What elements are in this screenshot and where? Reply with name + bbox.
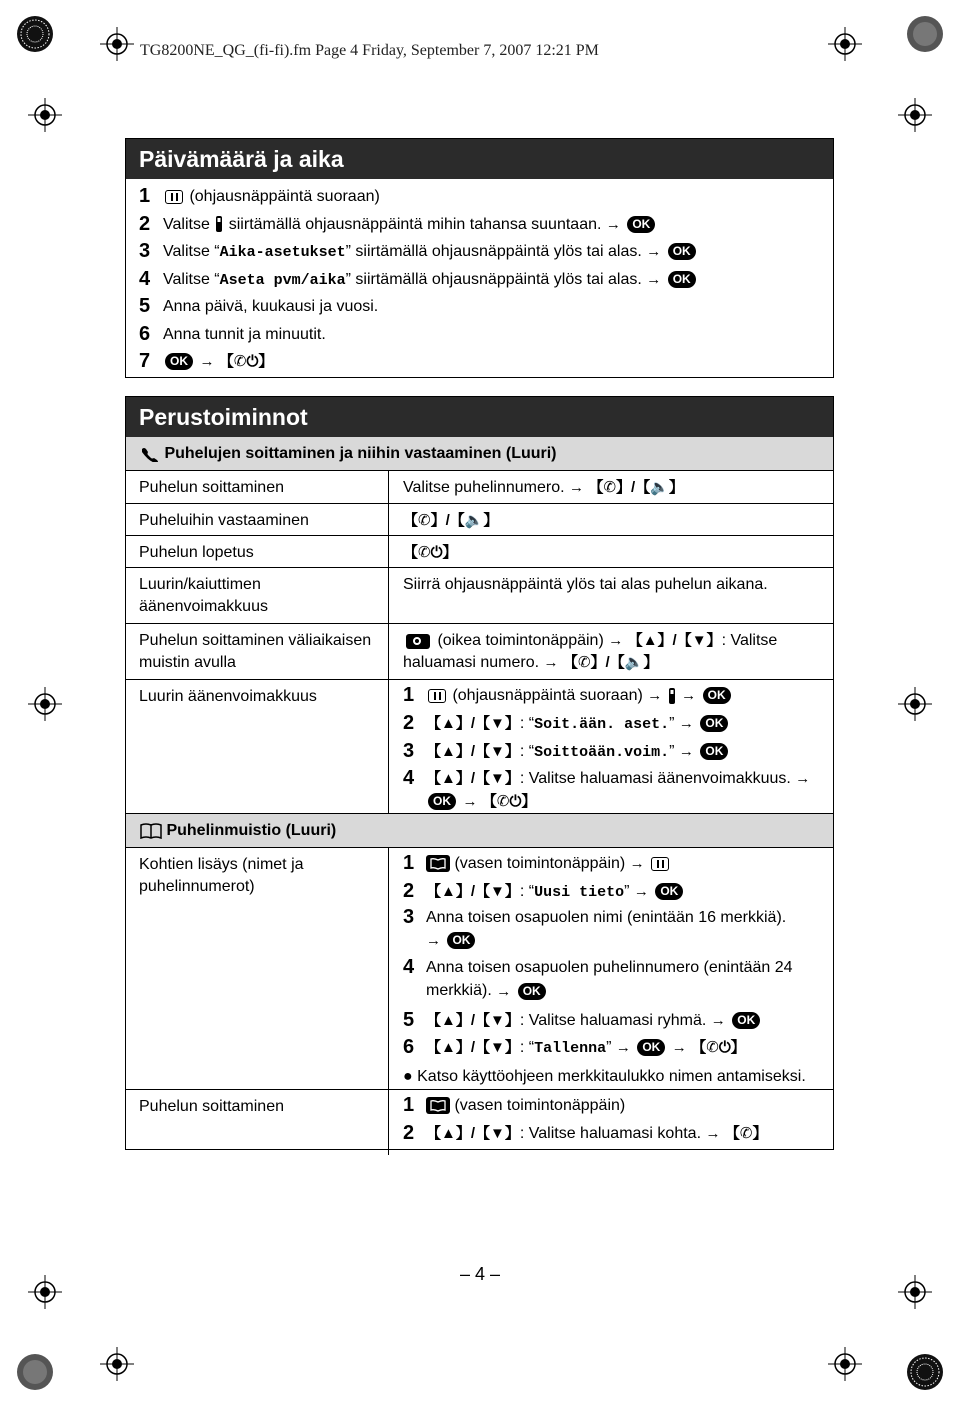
step-text: Anna tunnit ja minuutit. [163,325,326,343]
up-down-key-icon: 【▲】/【▼】 [426,882,520,900]
step-3 [126,238,833,266]
date-time-section [125,138,834,378]
step-number: 2 [139,212,151,235]
up-down-key-icon: 【▲】/【▼】 [426,1039,520,1057]
table-row [126,536,833,568]
sunburst-mark-icon [16,15,54,53]
substep: 2 【▲】/【▼】: “Soit.ään. aset.” → OK [403,710,823,739]
table-row [126,848,833,1090]
row-instruction: Siirrä ohjausnäppäintä ylös tai alas puhelun aikana. [403,576,768,593]
table-row [126,568,833,624]
page-number: – 4 – [459,1264,501,1284]
row-instruction [403,682,823,817]
file-header: TG8200NE_QG_(fi-fi).fm Page 4 Friday, September 7, 2007 12:21 PM [140,42,599,59]
row-label: Kohtien lisäys (nimet ja puhelinnumerot) [139,856,304,895]
keypad-icon [165,190,183,204]
arrow-icon: → [605,215,621,233]
registration-mark-icon [28,687,62,721]
substep: 3 Anna toisen osapuolen nimi (enintään 16 merkkiä). → OK [403,906,823,952]
step-5 [126,293,833,321]
step-pre: Valitse [163,215,210,233]
step-1 [126,183,833,211]
off-key-icon: 【✆⏻】 [691,1039,746,1057]
table-row [126,471,833,504]
arrow-icon: → [705,1124,721,1142]
menu-item-code: Aseta pvm/aika [219,271,346,289]
ok-button-icon: OK [668,271,696,288]
substep: 1 (vasen toimintonäppäin) [403,1094,626,1116]
ok-button-icon: OK [732,1012,760,1029]
substep: 3 【▲】/【▼】: “Soittoään.voim.” → OK [403,738,823,767]
ok-button-icon: OK [655,883,683,900]
book-icon [140,823,162,839]
table-row [126,624,833,680]
talk-speaker-key-icon: 【✆】/【🔈】 [403,512,499,529]
phone-icon [140,446,160,462]
row-instruction [403,542,823,564]
ok-button-icon: OK [447,932,475,949]
arrow-icon: → [647,687,663,705]
sunburst-mark-icon [906,1353,944,1391]
keypad-icon [651,857,669,871]
arrow-icon: → [710,1011,726,1029]
registration-mark-icon [28,98,62,132]
step-6 [126,321,833,349]
arrow-icon: → [633,882,649,900]
step-number: 6 [139,322,151,345]
arrow-icon: → [199,353,215,371]
talk-speaker-key-icon: 【✆】/【🔈】 [562,654,659,672]
table-row [126,680,833,814]
arrow-icon: → [608,632,624,649]
instruction-text: Valitse puhelinnumero. [403,479,565,497]
arrow-icon: → [629,855,645,873]
ok-button-icon: OK [428,793,456,810]
arrow-icon: → [426,932,441,950]
arrow-icon: → [496,982,512,1000]
calls-subheader [126,437,833,471]
bullet-icon: ● [403,1067,413,1085]
arrow-icon: → [678,714,694,732]
row-label: Puhelun soittaminen väliaikaisen muistin avulla [139,632,372,671]
up-down-key-icon: 【▲】/【▼】 [426,714,520,732]
substep: 2 【▲】/【▼】: “Uusi tieto” → OK [403,878,823,907]
arrow-icon: → [462,793,478,811]
ok-button-icon: OK [637,1039,665,1056]
row-label: Puhelun soittaminen [139,1098,284,1115]
step-text: (ohjausnäppäintä suoraan) [189,188,380,205]
section-title: Perustoiminnot [126,397,833,437]
phonebook-key-icon [426,1097,450,1114]
table-row [126,1090,833,1155]
row-instruction [403,850,823,1090]
off-key-icon: 【✆⏻】 [403,544,458,561]
basic-operations-section [125,396,834,1150]
substep: 1 (vasen toimintonäppäin) → [403,850,823,878]
arrow-icon: → [678,743,694,761]
step-pre: Valitse “ [163,243,220,260]
menu-item-code: Aika-asetukset [219,244,346,261]
up-down-key-icon: 【▲】/【▼】 [426,1011,520,1029]
table-row [126,504,833,536]
arrow-icon: → [671,1039,687,1057]
handset-icon [667,687,677,705]
column-divider [388,680,389,814]
keypad-icon [428,689,446,703]
row-instruction [403,477,823,499]
up-down-key-icon: 【▲】/【▼】 [627,632,722,649]
talk-speaker-key-icon: 【✆】/【🔈】 [588,479,684,496]
arrow-icon: → [646,270,662,288]
registration-mark-icon [828,1347,862,1381]
section-title: Päivämäärä ja aika [126,139,833,179]
substep: 1 (ohjausnäppäintä suoraan) → → OK [403,682,823,710]
step-text: siirtämällä ohjausnäppäintä mihin tahansa suuntaan. [228,215,602,233]
step-7 [126,348,833,376]
up-down-key-icon: 【▲】/【▼】 [426,743,520,761]
column-divider [388,1090,389,1155]
ok-button-icon: OK [627,216,655,233]
row-instruction [403,1092,823,1147]
substep: 4 Anna toisen osapuolen puhelinnumero (enintään 24 merkkiä). → OK [403,956,823,1002]
step-number: 5 [139,295,151,317]
subheader-label: Puhelinmuistio (Luuri) [166,822,337,839]
registration-mark-icon [100,27,134,61]
instruction-text: (oikea toimintonäppäin) [437,632,604,650]
subheader-label: Puhelujen soittaminen ja niihin vastaaminen (Luuri) [164,445,557,462]
ok-button-icon: OK [700,715,728,732]
sunburst-mark-icon [16,1353,54,1391]
registration-mark-icon [100,1347,134,1381]
arrow-icon: → [543,654,559,672]
registration-mark-icon [828,27,862,61]
column-divider [388,848,389,1090]
substep: 6 【▲】/【▼】: “Tallenna” → OK → 【✆⏻】 [403,1034,823,1063]
note: ● Katso käyttöohjeen merkkitaulukko nimen antamiseksi. [403,1067,806,1085]
registration-mark-icon [898,687,932,721]
arrow-icon: → [569,479,585,496]
step-pre: Valitse “ [163,270,220,288]
up-down-key-icon: 【▲】/【▼】 [426,769,520,787]
phonebook-subheader [126,814,833,848]
soft-key-icon [406,634,430,649]
step-text: Anna päivä, kuukausi ja vuosi. [163,298,379,315]
off-key-icon: 【✆⏻】 [218,353,274,371]
arrow-icon: → [795,769,811,787]
talk-key-icon: 【✆】 [724,1124,768,1142]
step-number: 4 [139,267,151,290]
step-4 [126,266,833,294]
row-instruction [403,630,823,674]
sunburst-mark-icon [906,15,944,53]
ok-button-icon: OK [518,983,546,1000]
substep: 5 【▲】/【▼】: Valitse haluamasi ryhmä. → OK [403,1007,823,1035]
step-number: 3 [139,240,151,262]
step-number: 7 [139,350,151,372]
row-label: Luurin/kaiuttimen äänenvoimakkuus [139,576,268,615]
substep: 2 【▲】/【▼】: Valitse haluamasi kohta. → 【✆】 [403,1120,823,1148]
arrow-icon: → [681,687,697,705]
ok-button-icon: OK [703,687,731,704]
row-label: Puhelun lopetus [139,544,254,561]
handset-icon [214,215,224,233]
arrow-icon: → [646,243,662,261]
step-number: 1 [139,185,151,207]
instruction-text: : Valitse haluamasi numero. [403,632,778,672]
row-instruction [403,510,823,532]
row-label: Luurin äänenvoimakkuus [139,688,317,705]
ok-button-icon: OK [165,353,193,370]
substep: 4 【▲】/【▼】: Valitse haluamasi äänenvoimakkuus. → OK → 【✆⏻】 [403,767,823,814]
up-down-key-icon: 【▲】/【▼】 [426,1124,520,1142]
step-text: ” siirtämällä ohjausnäppäintä ylös tai alas. [345,270,642,288]
ok-button-icon: OK [668,243,696,260]
row-label: Puheluihin vastaaminen [139,512,309,529]
step-2 [126,211,833,239]
step-text: ” siirtämällä ohjausnäppäintä ylös tai alas. [345,243,642,260]
phonebook-key-icon [426,855,450,872]
row-label: Puhelun soittaminen [139,479,284,496]
ok-button-icon: OK [700,743,728,760]
arrow-icon: → [615,1039,631,1057]
off-key-icon: 【✆⏻】 [481,793,537,811]
registration-mark-icon [898,98,932,132]
